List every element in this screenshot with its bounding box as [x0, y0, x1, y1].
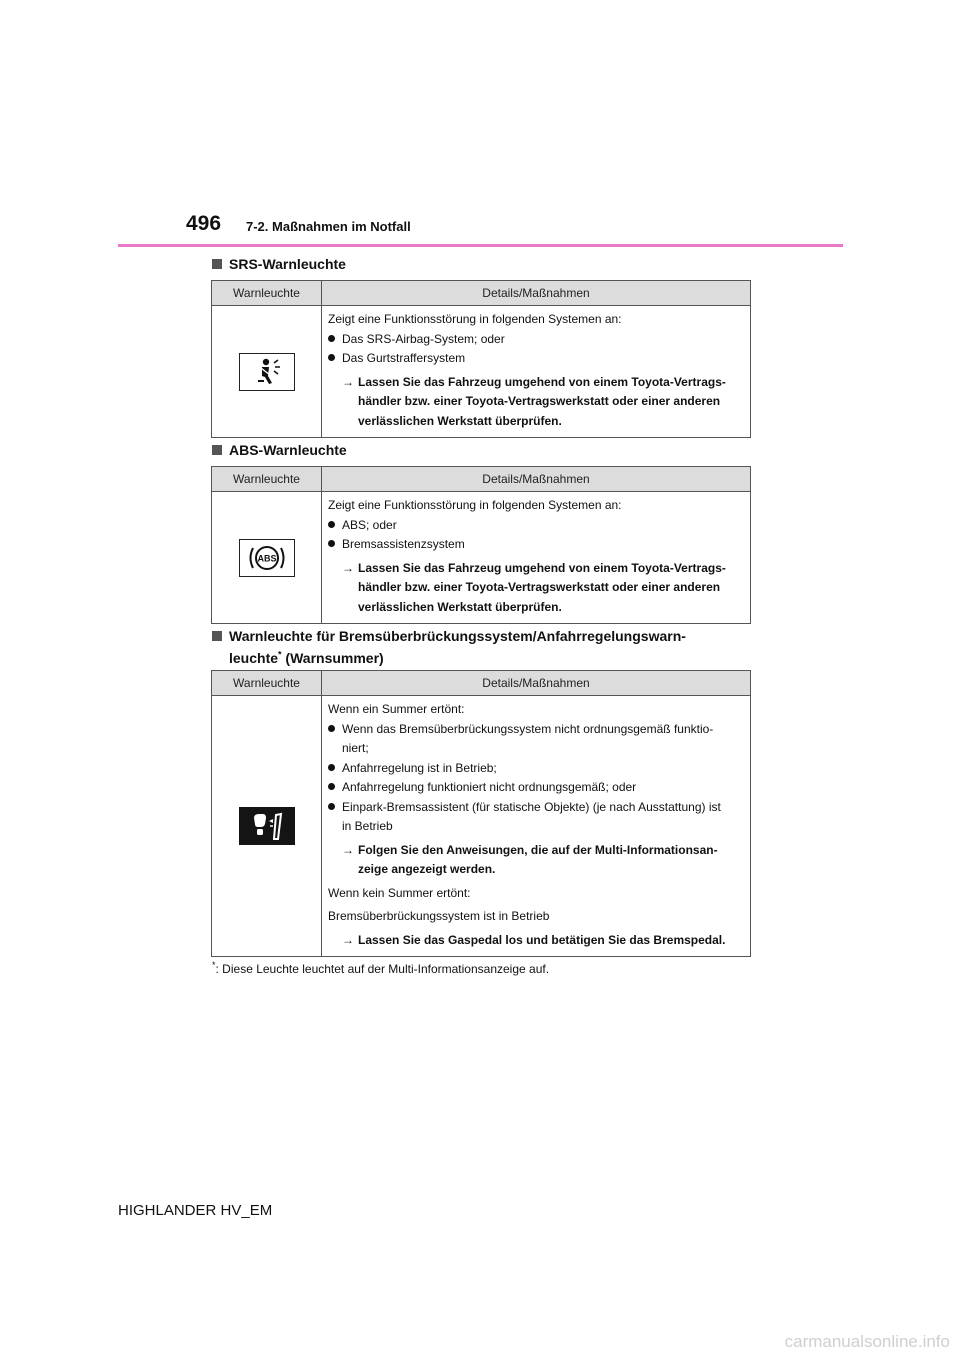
list-item: Das SRS-Airbag-System; oder	[328, 330, 744, 350]
square-bullet-icon	[212, 631, 222, 641]
table-header-details: Details/Maßnahmen	[322, 467, 751, 492]
brake-override-pedal-warning-icon	[239, 807, 295, 845]
arrow-icon: →	[342, 560, 354, 575]
chapter-title: 7-2. Maßnahmen im Notfall	[246, 219, 411, 234]
no-buzzer-heading: Wenn kein Summer ertönt:	[328, 885, 471, 900]
arrow-icon: →	[342, 374, 354, 389]
table-header-light: Warnleuchte	[212, 671, 322, 696]
list-item: Anfahrregelung ist in Betrieb;	[328, 759, 744, 779]
header-rule	[118, 244, 843, 247]
square-bullet-icon	[212, 445, 222, 455]
footnote: *: Diese Leuchte leuchtet auf der Multi-Informationsanzeige auf.	[212, 960, 550, 976]
table-header-light: Warnleuchte	[212, 281, 322, 306]
bullet-icon	[328, 783, 335, 790]
watermark: carmanualsonline.info	[784, 1332, 950, 1351]
bullet-icon	[328, 521, 335, 528]
section-heading-srs: SRS-Warnleuchte	[212, 253, 346, 275]
action-text: → Lassen Sie das Fahrzeug umgehend von einem Toyota-Vertrags- händler bzw. einer Toyota-Vertragswerkstatt oder einer anderen verlässlichen Werkstatt überprüfen.	[342, 560, 726, 614]
page-number: 496	[186, 212, 222, 235]
srs-table	[211, 280, 751, 438]
arrow-icon: →	[342, 932, 354, 947]
intro-text: Zeigt eine Funktionsstörung in folgenden Systemen an:	[328, 498, 622, 512]
brake-override-table	[211, 670, 751, 957]
brake-override-details	[322, 696, 751, 957]
list-item: ABS; oder	[328, 516, 744, 536]
action-text: → Lassen Sie das Gaspedal los und betätigen Sie das Bremspedal.	[328, 931, 744, 951]
seatbelt-airbag-warning-icon	[239, 353, 295, 391]
list-item: Einpark-Bremsassistent (für statische Objekte) (je nach Ausstattung) ist in Betrieb	[328, 798, 744, 837]
abs-details	[322, 492, 751, 624]
list-item: Anfahrregelung funktioniert nicht ordnungsgemäß; oder	[328, 778, 744, 798]
footer-model-name: HIGHLANDER HV_EM	[118, 1202, 273, 1219]
intro-text: Wenn ein Summer ertönt:	[328, 702, 465, 716]
bullet-icon	[328, 335, 335, 342]
list-item: Wenn das Bremsüberbrückungssystem nicht ordnungsgemäß funktio- niert;	[328, 720, 744, 759]
section-heading-abs: ABS-Warnleuchte	[212, 439, 347, 461]
table-header-details: Details/Maßnahmen	[322, 671, 751, 696]
bullet-icon	[328, 354, 335, 361]
bullet-icon	[328, 803, 335, 810]
section-heading-brake-override: Warnleuchte für Bremsüberbrückungssystem/Anfahrregelungswarn- leuchte* (Warnsummer)	[212, 625, 686, 669]
list-item: Das Gurtstraffersystem	[328, 349, 744, 369]
square-bullet-icon	[212, 259, 222, 269]
bullet-icon	[328, 540, 335, 547]
table-header-details: Details/Maßnahmen	[322, 281, 751, 306]
no-buzzer-text: Bremsüberbrückungssystem ist in Betrieb	[328, 909, 550, 923]
footnote-marker: *	[278, 649, 282, 660]
abs-table	[211, 466, 751, 624]
intro-text: Zeigt eine Funktionsstörung in folgenden Systemen an:	[328, 312, 622, 326]
abs-warning-icon	[239, 539, 295, 577]
bullet-icon	[328, 725, 335, 732]
table-header-light: Warnleuchte	[212, 467, 322, 492]
bullet-icon	[328, 764, 335, 771]
abs-icon-label: ABS	[256, 553, 277, 563]
action-text: → Lassen Sie das Fahrzeug umgehend von einem Toyota-Vertrags- händler bzw. einer Toyota-Vertragswerkstatt oder einer anderen verlässlichen Werkstatt überprüfen.	[342, 374, 726, 428]
srs-details	[322, 306, 751, 438]
arrow-icon: →	[342, 842, 354, 857]
action-text: → Folgen Sie den Anweisungen, die auf der Multi-Informationsan- zeige angezeigt werden.	[342, 842, 718, 876]
footnote-marker: *	[212, 960, 216, 970]
list-item: Bremsassistenzsystem	[328, 535, 744, 555]
